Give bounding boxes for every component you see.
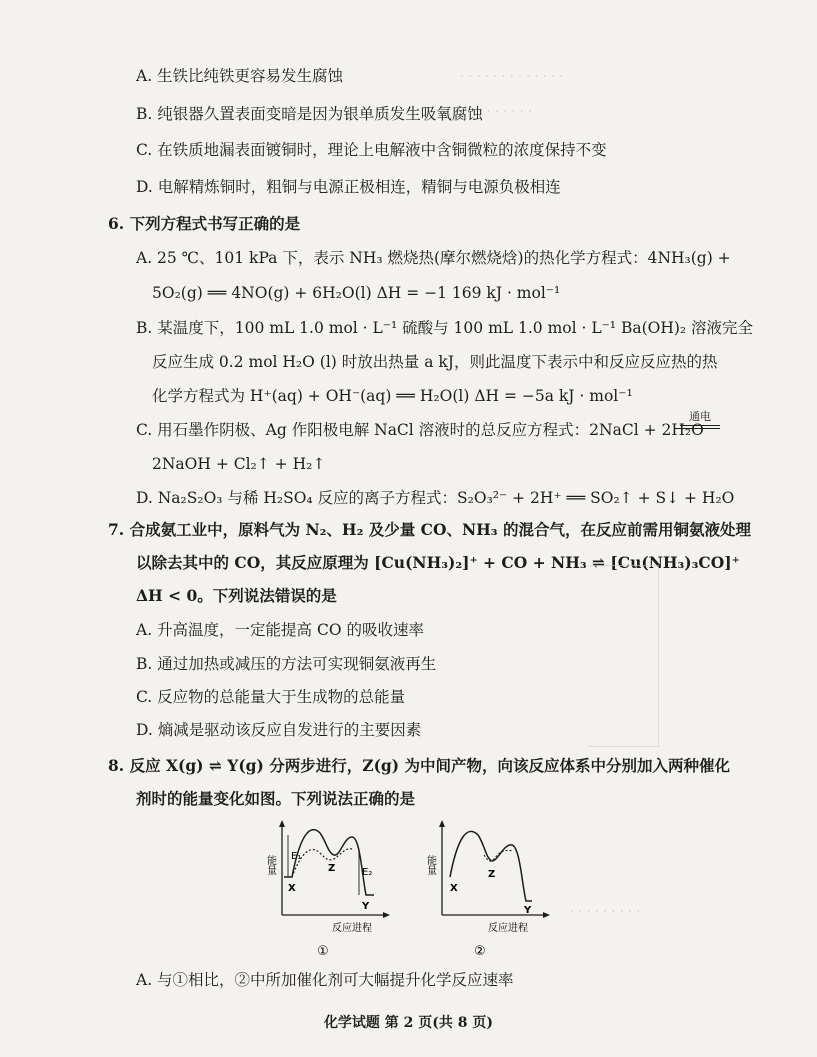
diagram2-xlabel: 反应进程	[488, 923, 528, 934]
q6-option-a-line2: 5O₂(g) ══ 4NO(g) + 6H₂O(l) ΔH = −1 169 kJ · mol⁻¹	[152, 284, 561, 302]
diagram1-e2: E₂	[362, 867, 373, 878]
diagram2-ylabel: 能量	[424, 855, 436, 875]
q7-stem-line2: 以除去其中的 CO，其反应原理为 [Cu(NH₃)₂]⁺ + CO + NH₃ ⇌ [Cu(NH₃)₃CO]⁺	[136, 553, 740, 572]
q5-option-c: C. 在铁质地漏表面镀铜时，理论上电解液中含铜微粒的浓度保持不变	[136, 141, 607, 159]
bleed-through-text: · · · · · · · · ·	[570, 905, 641, 920]
q5-option-d: D. 电解精炼铜时，粗铜与电源正极相连，精铜与电源负极相连	[136, 178, 561, 196]
energy-diagram-2	[422, 815, 552, 965]
q7-option-a: A. 升高温度，一定能提高 CO 的吸收速率	[136, 621, 424, 639]
q7-option-c: C. 反应物的总能量大于生成物的总能量	[136, 688, 406, 706]
electrolysis-label: 通电	[689, 410, 711, 423]
bleed-through-box	[588, 565, 659, 747]
diagram1-e1: E₁	[291, 851, 302, 862]
q7-option-d: D. 熵减是驱动该反应自发进行的主要因素	[136, 721, 422, 739]
page-footer: 化学试题 第 2 页(共 8 页)	[323, 1015, 494, 1031]
q8-option-a: A. 与①相比，②中所加催化剂可大幅提升化学反应速率	[136, 971, 514, 989]
diagram1-x: X	[288, 883, 296, 894]
q8-stem-line2: 剂时的能量变化如图。下列说法正确的是	[136, 789, 416, 808]
q6-option-c-line2: 2NaOH + Cl₂↑ + H₂↑	[152, 455, 326, 473]
diagram1-z: Z	[328, 863, 336, 874]
q7-stem-line1: 7. 合成氨工业中，原料气为 N₂、H₂ 及少量 CO、NH₃ 的混合气，在反应前需用铜氨液处理	[108, 520, 751, 539]
diagram2-number: ②	[474, 944, 486, 959]
q6-option-b-line1: B. 某温度下，100 mL 1.0 mol · L⁻¹ 硫酸与 100 mL 1.0 mol · L⁻¹ Ba(OH)₂ 溶液完全	[136, 319, 754, 337]
diagram1-xlabel: 反应进程	[332, 923, 372, 934]
diagram2-y: Y	[524, 905, 532, 916]
bleed-through-text: · · · · · · · ·	[470, 105, 532, 120]
bleed-through-text: · · · · · · · · · · · · ·	[460, 70, 564, 85]
diagram1-ylabel: 能量	[264, 855, 276, 875]
energy-diagram-1	[262, 815, 392, 965]
q5-option-b: B. 纯银器久置表面变暗是因为银单质发生吸氧腐蚀	[136, 105, 483, 123]
q6-option-a-line1: A. 25 ℃、101 kPa 下，表示 NH₃ 燃烧热(摩尔燃烧焓)的热化学方程式：4NH₃(g) +	[136, 249, 731, 267]
q7-option-b: B. 通过加热或减压的方法可实现铜氨液再生	[136, 655, 437, 673]
q6-option-c-condition	[680, 408, 720, 429]
q6-option-c-line1: C. 用石墨作阴极、Ag 作阳极电解 NaCl 溶液时的总反应方程式：2NaCl + 2H₂O	[136, 421, 704, 439]
diagram2-x: X	[450, 883, 458, 894]
q6-option-b-line3: 化学方程式为 H⁺(aq) + OH⁻(aq) ══ H₂O(l) ΔH = −5a kJ · mol⁻¹	[152, 387, 633, 405]
diagram1-y: Y	[362, 901, 370, 912]
diagram1-number: ①	[317, 944, 329, 959]
q6-stem: 6. 下列方程式书写正确的是	[108, 214, 301, 233]
equals-bar	[680, 425, 720, 429]
q8-stem-line1: 8. 反应 X(g) ⇌ Y(g) 分两步进行，Z(g) 为中间产物，向该反应体系中分别加入两种催化	[108, 756, 730, 775]
q5-option-a: A. 生铁比纯铁更容易发生腐蚀	[136, 67, 344, 85]
q6-option-d: D. Na₂S₂O₃ 与稀 H₂SO₄ 反应的离子方程式：S₂O₃²⁻ + 2H⁺ ══ SO₂↑ + S↓ + H₂O	[136, 489, 735, 507]
diagram2-z: Z	[488, 869, 496, 880]
q6-option-b-line2: 反应生成 0.2 mol H₂O (l) 时放出热量 a kJ，则此温度下表示中和反应反应热的热	[152, 353, 718, 371]
q7-stem-line3: ΔH < 0。下列说法错误的是	[136, 586, 337, 605]
